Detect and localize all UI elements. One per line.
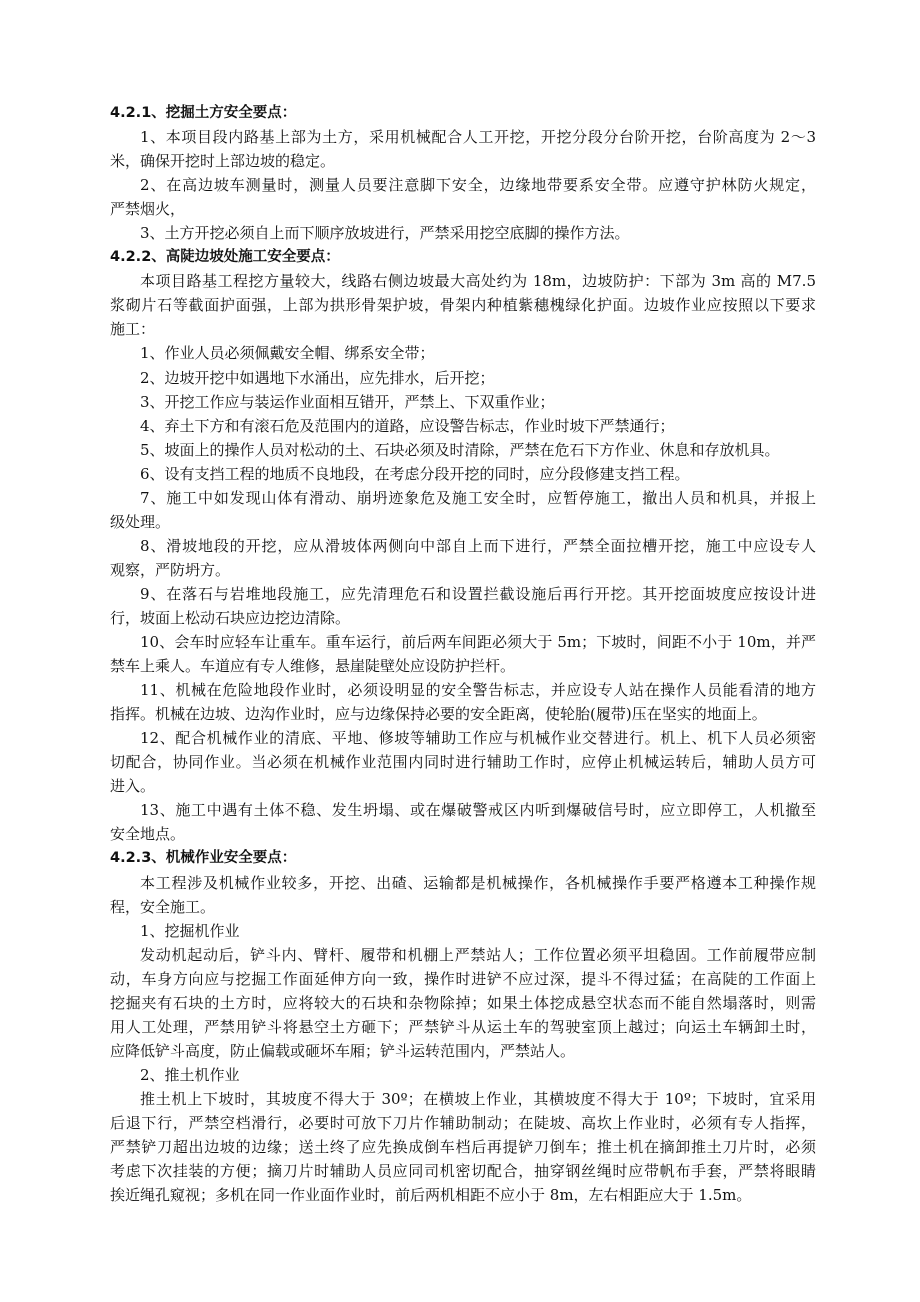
paragraph-line: 13、施工中遇有土体不稳、发生坍塌、或在爆破警戒区内听到爆破信号时，应立即停工，人机撤至 — [140, 801, 816, 820]
section-heading: 4.2.1、挖掘土方安全要点： — [110, 105, 297, 121]
paragraph — [110, 390, 816, 414]
paragraph-line: 推土机上下坡时，其坡度不得大于 30º；在横坡上作业，其横坡度不得大于 10º；下坡时，宜采用 — [140, 1089, 816, 1108]
section — [110, 245, 816, 846]
paragraph-line: 1、作业人员必须佩戴安全帽、绑系安全带； — [140, 344, 435, 363]
paragraph — [110, 125, 816, 173]
paragraph-line: 进入。 — [110, 777, 156, 796]
paragraph-line: 1、挖掘机作业 — [140, 921, 240, 940]
paragraph — [110, 341, 816, 365]
paragraph — [110, 486, 816, 534]
paragraph — [110, 943, 816, 1063]
paragraph-line: 安全地点。 — [110, 825, 186, 844]
paragraph-line: 禁车上乘人。车道应有专人维修，悬崖陡壁处应设防护拦杆。 — [110, 657, 516, 676]
paragraph — [110, 269, 816, 341]
paragraph-line: 7、施工中如发现山体有滑动、崩坍迹象危及施工安全时，应暂停施工，撤出人员和机具，并报上 — [140, 488, 816, 507]
paragraph — [110, 221, 816, 245]
paragraph-line: 严禁铲刀超出边坡的边缘；送土终了应先换成倒车档后再提铲刀倒车；推土机在摘卸推土刀片时，必须 — [110, 1138, 816, 1157]
paragraph-line: 用人工处理，严禁用铲斗将悬空土方砸下；严禁铲斗从运土车的驾驶室顶上越过；向运土车辆卸土时， — [110, 1017, 816, 1036]
paragraph-line: 行，坡面上松动石块应边挖边清除。 — [110, 608, 351, 627]
paragraph-line: 9、在落石与岩堆地段施工，应先清理危石和设置拦截设施后再行开挖。其开挖面坡度应按设计进 — [140, 584, 816, 603]
paragraph-line: 2、在高边坡车测量时，测量人员要注意脚下安全，边缘地带要系安全带。应遵守护林防火规定， — [140, 176, 816, 195]
paragraph-line: 11、机械在危险地段作业时，必须设明显的安全警告标志，并应设专人站在操作人员能看清的地方 — [140, 681, 816, 700]
paragraph-line: 观察，严防坍方。 — [110, 560, 231, 579]
paragraph — [110, 1087, 816, 1207]
paragraph — [110, 1063, 816, 1087]
paragraph — [110, 462, 816, 486]
paragraph-line: 发动机起动后，铲斗内、臂杆、履带和机棚上严禁站人；工作位置必须平坦稳固。工作前履带应制 — [140, 945, 816, 964]
paragraph-line: 2、推土机作业 — [140, 1065, 240, 1084]
paragraph-line: 施工： — [110, 320, 156, 339]
paragraph-line: 严禁烟火， — [110, 200, 186, 219]
paragraph — [110, 919, 816, 943]
paragraph-line: 1、本项目段内路基上部为土方，采用机械配合人工开挖，开挖分段分台阶开挖，台阶高度为 2～3 — [140, 128, 816, 147]
paragraph-line: 动，车身方向应与挖掘工作面延伸方向一致，操作时进铲不应过深，提斗不得过猛；在高陡的工作面上 — [110, 969, 816, 988]
paragraph — [110, 366, 816, 390]
paragraph — [110, 534, 816, 582]
paragraph-line: 后退下行，严禁空档滑行，必要时可放下刀片作辅助制动；在陡坡、高坎上作业时，必须有专人指挥， — [110, 1113, 816, 1132]
paragraph — [110, 630, 816, 678]
paragraph-line: 2、边坡开挖中如遇地下水涌出，应先排水，后开挖； — [140, 368, 495, 387]
section-heading: 4.2.3、机械作业安全要点： — [110, 850, 297, 867]
paragraph-line: 本项目路基工程挖方量较大，线路右侧边坡最大高处约为 18m，边坡防护：下部为 3m 高的 M7.5 — [140, 272, 816, 291]
paragraph-line: 指挥。机械在边坡、边沟作业时，应与边缘保持必要的安全距离，使轮胎(履带)压在坚实的地面上。 — [110, 705, 767, 724]
paragraph — [110, 726, 816, 798]
section-heading: 4.2.2、高陡边坡处施工安全要点： — [110, 249, 340, 266]
paragraph — [110, 582, 816, 630]
paragraph-line: 8、滑坡地段的开挖，应从滑坡体两侧向中部自上而下进行，严禁全面拉槽开挖，施工中应设专人 — [140, 536, 816, 555]
paragraph — [110, 798, 816, 846]
paragraph-line: 程，安全施工。 — [110, 897, 216, 916]
paragraph-line: 10、会车时应轻车让重车。重车运行，前后两车间距必须大于 5m；下坡时，间距不小于 10m，并严 — [140, 633, 816, 652]
paragraph — [110, 173, 816, 221]
paragraph — [110, 871, 816, 919]
paragraph-line: 6、设有支挡工程的地质不良地段，在考虑分段开挖的同时，应分段修建支挡工程。 — [140, 464, 690, 483]
paragraph-line: 米，确保开挖时上部边坡的稳定。 — [110, 152, 336, 171]
section — [110, 846, 816, 1207]
paragraph — [110, 414, 816, 438]
document-page — [110, 101, 816, 1207]
paragraph — [110, 678, 816, 726]
paragraph-line: 12、配合机械作业的清底、平地、修坡等辅助工作应与机械作业交替进行。机上、机下人员必须密 — [140, 729, 816, 748]
paragraph-line: 3、土方开挖必须自上而下顺序放坡进行，严禁采用挖空底脚的操作方法。 — [140, 224, 630, 243]
paragraph-line: 4、弃土下方和有滚石危及范围内的道路，应设警告标志，作业时坡下严禁通行； — [140, 416, 675, 435]
paragraph-line: 级处理。 — [110, 512, 171, 531]
paragraph-line: 考虑下次挂装的方便；摘刀片时辅助人员应同司机密切配合，抽穿钢丝绳时应带帆布手套，严禁将眼睛 — [110, 1162, 816, 1181]
paragraph-line: 3、开挖工作应与装运作业面相互错开，严禁上、下双重作业； — [140, 392, 555, 411]
paragraph-line: 应降低铲斗高度，防止偏载或砸坏车厢；铲斗运转范围内，严禁站人。 — [110, 1041, 576, 1060]
paragraph-line: 浆砌片石等截面护面强，上部为拱形骨架护坡，骨架内种植紫穗槐绿化护面。边坡作业应按照以下要求 — [110, 296, 816, 315]
paragraph-line: 挨近绳孔窥视；多机在同一作业面作业时，前后两机相距不应小于 8m，左右相距应大于 1.5m。 — [110, 1186, 752, 1205]
paragraph-line: 5、坡面上的操作人员对松动的土、石块必须及时清除，严禁在危石下方作业、休息和存放机具。 — [140, 440, 780, 459]
paragraph — [110, 438, 816, 462]
paragraph-line: 挖掘夹有石块的土方时，应将较大的石块和杂物除掉；如果土体挖成悬空状态而不能自然塌落时，则需 — [110, 993, 816, 1012]
paragraph-line: 本工程涉及机械作业较多，开挖、出碴、运输都是机械操作，各机械操作手要严格遵本工种操作规 — [140, 873, 816, 892]
paragraph-line: 切配合，协同作业。当必须在机械作业范围内同时进行辅助工作时，应停止机械运转后，辅助人员方可 — [110, 753, 816, 772]
section — [110, 101, 816, 245]
